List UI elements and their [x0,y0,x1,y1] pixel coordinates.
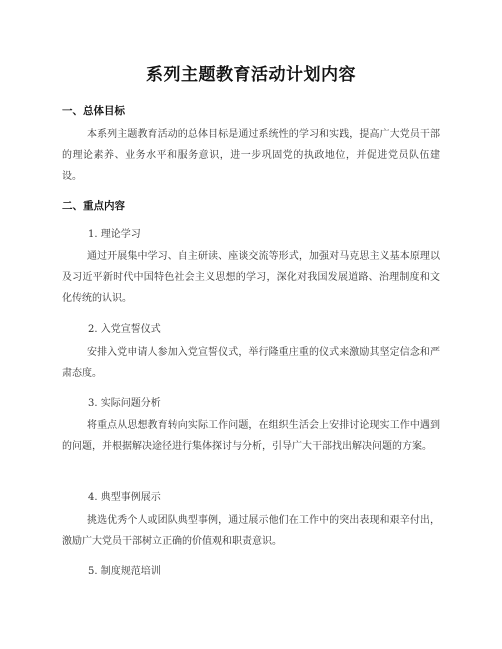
item-label-typical-cases: 4. 典型事例展示 [88,492,161,503]
goals-paragraph: 本系列主题教育活动的总体目标是通过系统性的学习和实践，提高广大党员干部的理论素养、业务水平和服务意识，进一步巩固党的执政地位，并促进党员队伍建设。 [62,129,440,182]
item-body-theory-study: 通过开展集中学习、自主研读、座谈交流等形式，加强对马克思主义基本原理以及习近平新时代中国特色社会主义思想的学习，深化对我国发展道路、治理制度和文化传统的认识。 [62,251,440,304]
item-label-oath-ceremony: 2. 入党宣誓仪式 [88,324,161,335]
document-title: 系列主题教育活动计划内容 [146,65,356,85]
item-body-problem-analysis: 将重点从思想教育转向实际工作问题，在组织生活会上安排讨论现实工作中遇到的问题，并根据解决途径进行集体探讨与分析，引导广大干部找出解决问题的方案。 [62,420,440,452]
section-heading-key-content: 二、重点内容 [62,200,125,212]
section-heading-goals: 一、总体目标 [62,105,125,117]
item-label-problem-analysis: 3. 实际问题分析 [88,398,161,409]
item-label-regulation-training: 5. 制度规范培训 [88,566,161,577]
item-body-oath-ceremony: 安排入党申请人参加入党宣誓仪式，举行隆重庄重的仪式来激励其坚定信念和严肃态度。 [62,347,440,379]
item-body-typical-cases: 挑选优秀个人或团队典型事例，通过展示他们在工作中的突出表现和艰辛付出，激励广大党员干部树立正确的价值观和职责意识。 [62,515,440,547]
item-label-theory-study: 1. 理论学习 [88,229,141,240]
